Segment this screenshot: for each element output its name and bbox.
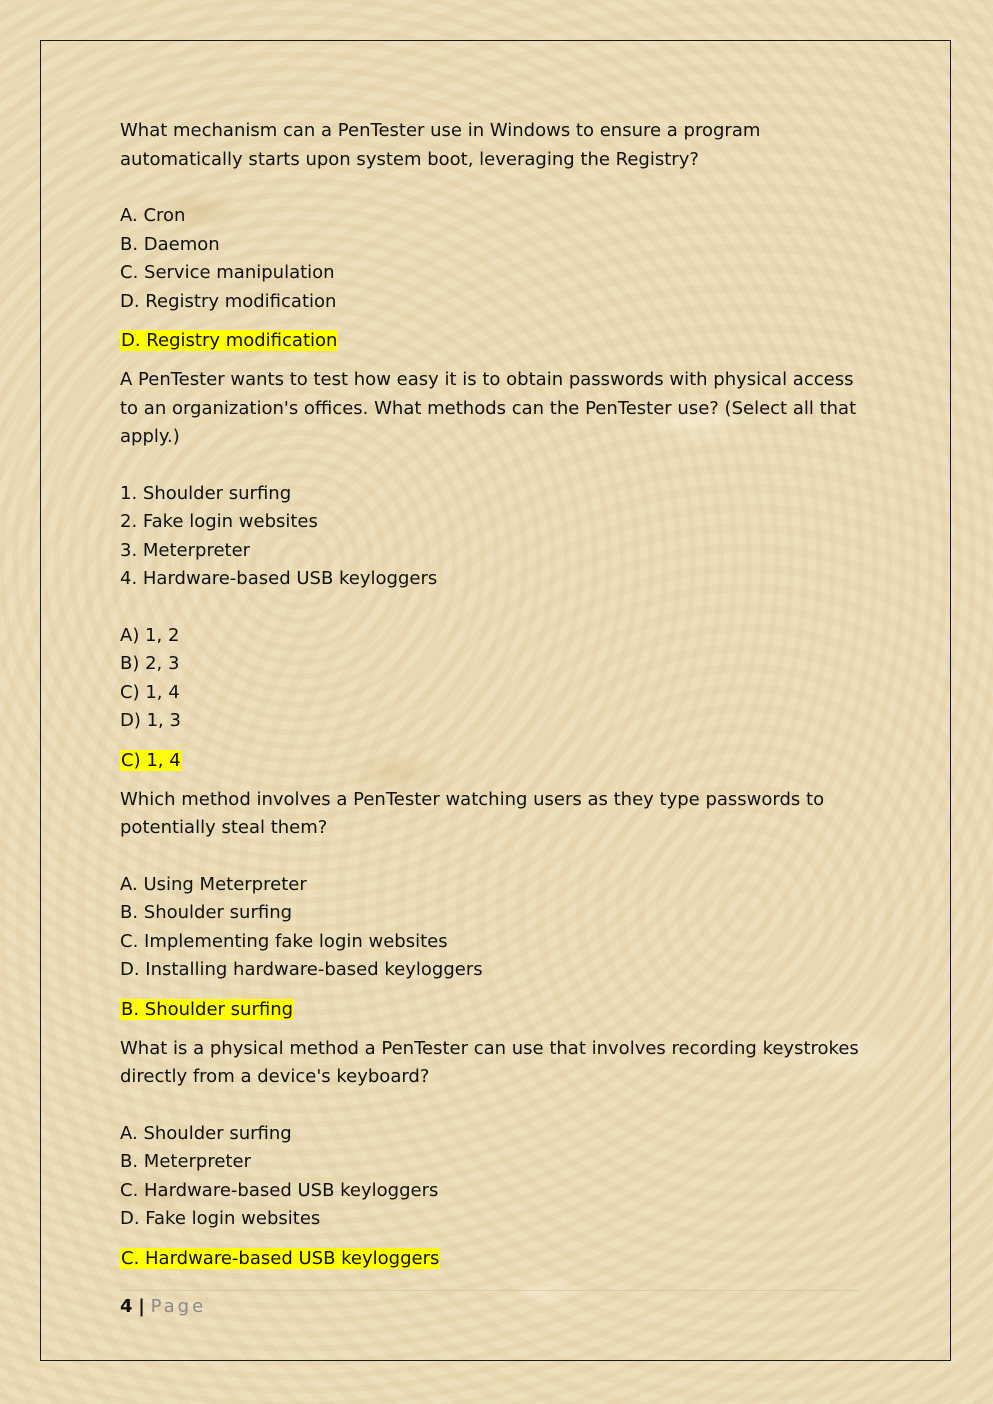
question-3-answer: B. Shoulder surfing bbox=[121, 998, 294, 1020]
option: B) 2, 3 bbox=[120, 653, 180, 674]
option: A) 1, 2 bbox=[120, 624, 180, 646]
question-4-text: What is a physical method a PenTester can use that involves recording keystrokes directly from a device's keyboard? bbox=[120, 1037, 859, 1087]
question-1-options bbox=[120, 202, 870, 316]
question-4-answer: C. Hardware-based USB keyloggers bbox=[121, 1247, 440, 1269]
list-item: 4. Hardware-based USB keyloggers bbox=[120, 568, 438, 589]
page-separator: | bbox=[138, 1296, 145, 1317]
option: C. Hardware-based USB keyloggers bbox=[120, 1179, 439, 1201]
question-4-options bbox=[120, 1120, 870, 1234]
option: B. Shoulder surfing bbox=[120, 902, 293, 923]
option: A. Using Meterpreter bbox=[120, 873, 307, 895]
question-2-options bbox=[120, 622, 870, 736]
option: D. Registry modification bbox=[120, 290, 337, 312]
question-3-text: Which method involves a PenTester watching users as they type passwords to potentially steal them? bbox=[120, 788, 825, 838]
option: D. Fake login websites bbox=[120, 1208, 321, 1229]
question-2-items bbox=[120, 480, 870, 594]
list-item: 3. Meterpreter bbox=[120, 539, 251, 561]
option: C. Implementing fake login websites bbox=[120, 930, 448, 952]
option: A. Shoulder surfing bbox=[120, 1122, 292, 1144]
option: C) 1, 4 bbox=[120, 681, 180, 703]
option: D) 1, 3 bbox=[120, 710, 181, 731]
page-label: Page bbox=[150, 1296, 207, 1317]
question-1-text: What mechanism can a PenTester use in Windows to ensure a program automatically starts upon system boot, leveraging the Registry? bbox=[120, 120, 761, 170]
list-item: 1. Shoulder surfing bbox=[120, 482, 292, 504]
option: D. Installing hardware-based keyloggers bbox=[120, 959, 483, 980]
option: B. Daemon bbox=[120, 233, 220, 255]
document-body bbox=[120, 117, 870, 1284]
list-item: 2. Fake login websites bbox=[120, 511, 318, 532]
question-2-text: A PenTester wants to test how easy it is to obtain passwords with physical access to an organization's offices. What methods can the PenTester use? (Select all that apply.) bbox=[120, 369, 857, 447]
page-footer bbox=[120, 1295, 206, 1319]
page-number: 4 bbox=[120, 1296, 133, 1317]
option: A. Cron bbox=[120, 205, 186, 226]
question-3-options bbox=[120, 871, 870, 985]
option: C. Service manipulation bbox=[120, 262, 335, 283]
footer-divider bbox=[120, 1290, 860, 1291]
option: B. Meterpreter bbox=[120, 1151, 251, 1172]
question-1-answer: D. Registry modification bbox=[121, 330, 338, 351]
question-2-answer: C) 1, 4 bbox=[121, 749, 181, 771]
